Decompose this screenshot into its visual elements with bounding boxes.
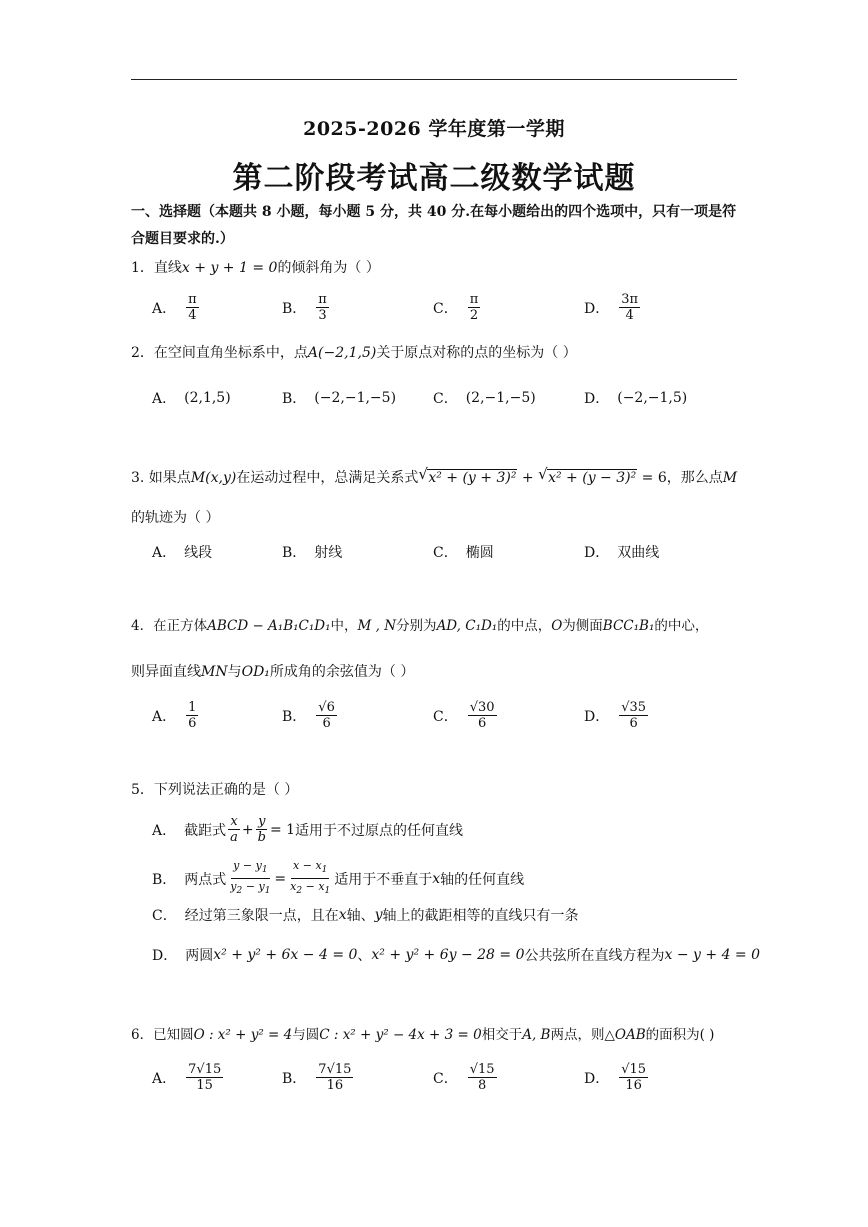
question-5: 5．下列说法正确的是（ ）	[131, 782, 299, 798]
option-c[interactable]	[433, 292, 482, 323]
fraction: $\frac{\pi}{3}$	[318, 292, 327, 323]
math-expression: A(−2,1,5)	[307, 345, 377, 361]
math-expression: x + y + 1 = 0	[181, 260, 278, 276]
option-b[interactable]: B． 两点式 $\frac{y - y_1}{y_2 - y_1}$ = $\frac{x - x_1}{x_2 - x_1}$ 适用于不垂直于 x 轴的任何直线	[152, 859, 525, 897]
option-d[interactable]	[584, 292, 642, 323]
term-heading: 2025-2026 学年度第一学期	[303, 118, 565, 140]
option-a[interactable]: A． 线段	[152, 545, 213, 561]
sqrt-expression: √ x² + (y − 3)²	[538, 465, 637, 486]
option-a[interactable]: A． 截距式 $\frac{x}{a}$ + $\frac{y}{b}$ = 1 适用于不过原点的任何直线	[152, 814, 464, 845]
option-label: B．	[282, 300, 307, 317]
option-d[interactable]: D． $\frac{√15}{16}$	[584, 1062, 647, 1093]
option-d[interactable]: D． 双曲线	[584, 545, 660, 561]
question-3: 3. 如果点M(x,y)在运动过程中，总满足关系式 √ x² + (y + 3)² + √ x² + (y − 3)² = 6，那么点M	[131, 465, 738, 486]
option-c[interactable]: C． $\frac{√30}{6}$	[433, 700, 495, 731]
option-b[interactable]: B． 射线	[282, 545, 343, 561]
fraction: $\frac{\pi}{2}$	[469, 292, 479, 323]
question-1	[131, 258, 380, 278]
option-b[interactable]	[282, 292, 331, 323]
option-b[interactable]: B． (−2,−1,−5)	[282, 390, 397, 407]
option-c[interactable]: C． (2,−1,−5)	[433, 390, 536, 407]
option-label: D．	[584, 300, 610, 317]
option-c[interactable]: C． 椭圆	[433, 545, 494, 561]
question-2: 2．在空间直角坐标系中，点A(−2,1,5)关于原点对称的点的坐标为（ ）	[131, 345, 577, 361]
option-d[interactable]: D． (−2,−1,5)	[584, 390, 688, 407]
fraction: $\frac{3\pi}{4}$	[621, 292, 639, 323]
option-label: C．	[433, 300, 458, 317]
exam-title: 第二阶段考试高二级数学试题	[232, 161, 636, 196]
option-a[interactable]: A． (2,1,5)	[152, 390, 231, 407]
question-text: 直线	[153, 260, 182, 276]
question-number: 1．	[131, 260, 154, 276]
option-a[interactable]	[152, 292, 201, 323]
question-6: 6．已知圆O : x² + y² = 4与圆C : x² + y² − 4x + 3 = 0相交于A, B两点，则△OAB的面积为( )	[131, 1027, 715, 1043]
question-text: 的倾斜角为（ ）	[277, 260, 380, 276]
top-rule	[131, 79, 737, 80]
fraction: $\frac{\pi}{4}$	[188, 292, 197, 323]
question-4: 4．在正方体ABCD − A₁B₁C₁D₁中，M , N分别为AD, C₁D₁的中点，O为侧面BCC₁B₁的中心，	[131, 618, 709, 634]
option-b[interactable]: B． $\frac{√6}{6}$	[282, 700, 335, 731]
option-b[interactable]: B． $\frac{7√15}{16}$	[282, 1062, 352, 1093]
option-a[interactable]: A． $\frac{1}{6}$	[152, 700, 197, 731]
option-a[interactable]: A． $\frac{7√15}{15}$	[152, 1062, 222, 1093]
question-4-line2: 则异面直线MN与OD₁所成角的余弦值为（ ）	[131, 664, 415, 680]
option-d[interactable]: D． $\frac{√35}{6}$	[584, 700, 647, 731]
question-3-line2: 的轨迹为（ ）	[131, 510, 220, 526]
option-c[interactable]: C． 经过第三象限一点，且在 x 轴、 y 轴上的截距相等的直线只有一条	[152, 907, 579, 924]
option-d[interactable]: D． 两圆 x² + y² + 6x − 4 = 0 、 x² + y² + 6y − 28 = 0 公共弦所在直线方程为 x − y + 4 = 0	[152, 947, 761, 964]
section-heading: 一、选择题（本题共 8 小题，每小题 5 分，共 40 分.在每小题给出的四个选项中，只有一项是符合题目要求的.）	[131, 204, 737, 247]
sqrt-expression: √ x² + (y + 3)²	[418, 465, 517, 486]
option-c[interactable]: C． $\frac{√15}{8}$	[433, 1062, 495, 1093]
option-label: A．	[152, 300, 177, 317]
